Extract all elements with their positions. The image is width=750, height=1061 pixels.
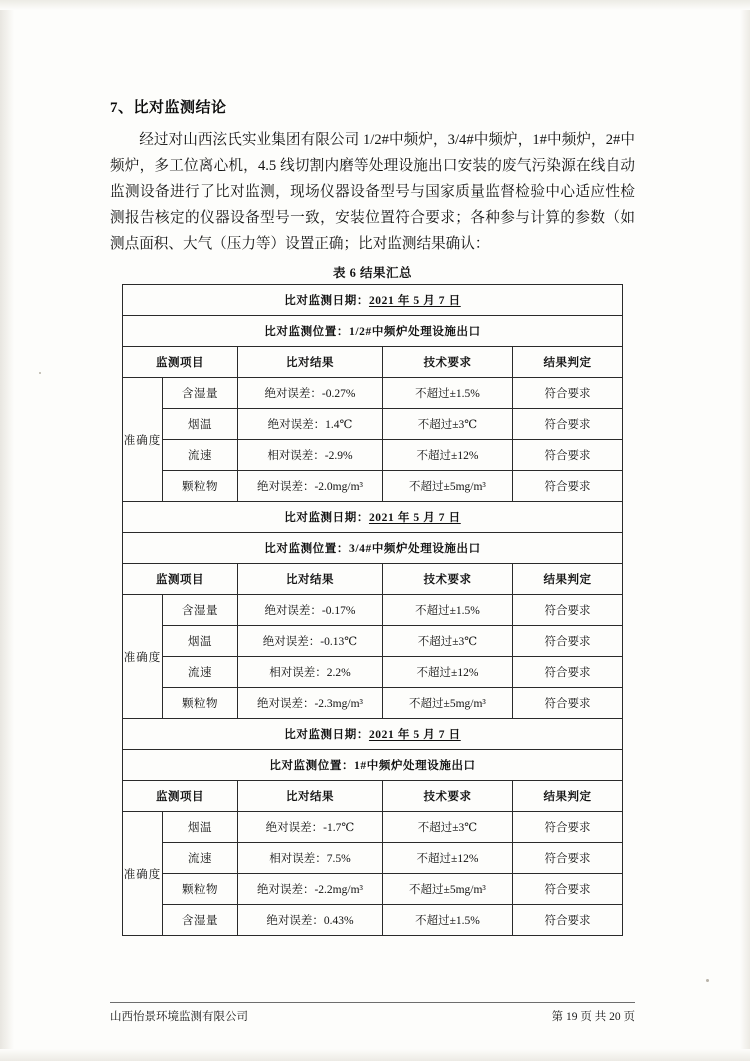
table-caption: 表 6 结果汇总 [332,266,412,280]
table-row [122,905,622,936]
table-header-row [122,347,622,378]
measure-judgement: 符合要求 [512,440,622,471]
column-header-result: 比对结果 [237,347,382,378]
table-row [122,471,622,502]
measure-result: 相对误差：-2.9% [237,440,382,471]
column-header-requirement: 技术要求 [382,347,512,378]
measure-result: 绝对误差：-0.13℃ [237,626,382,657]
column-header-item: 监测项目 [122,564,237,595]
column-header-item: 监测项目 [122,781,237,812]
scan-speck [706,979,709,982]
measure-item: 含湿量 [162,378,237,409]
table-row [122,285,622,316]
table-row [122,719,622,750]
measure-result: 相对误差：7.5% [237,843,382,874]
measure-judgement: 符合要求 [512,688,622,719]
measure-result: 绝对误差：-1.7℃ [237,812,382,843]
measure-item: 烟温 [162,626,237,657]
monitor-location-value: 1#中频炉处理设施出口 [354,760,476,772]
measure-judgement: 符合要求 [512,595,622,626]
table-row [122,440,622,471]
column-header-judgement: 结果判定 [512,564,622,595]
table-row [122,750,622,781]
measure-requirement: 不超过±12% [382,843,512,874]
monitor-date-band [122,285,622,316]
measure-item: 流速 [162,657,237,688]
measure-requirement: 不超过±12% [382,440,512,471]
column-header-requirement: 技术要求 [382,564,512,595]
monitor-location-value: 3/4#中频炉处理设施出口 [348,543,481,555]
measure-item: 颗粒物 [162,688,237,719]
monitor-date-value: 2021 年 5 月 7 日 [368,295,461,307]
scan-speck [39,372,41,374]
column-header-item: 监测项目 [122,347,237,378]
measure-requirement: 不超过±1.5% [382,905,512,936]
measure-judgement: 符合要求 [512,843,622,874]
measure-item: 烟温 [162,812,237,843]
measure-item: 流速 [162,843,237,874]
table-row [122,378,622,409]
measure-requirement: 不超过±5mg/m³ [382,471,512,502]
table-row [122,843,622,874]
monitor-location-band [122,316,622,347]
monitor-date-band [122,502,622,533]
scan-edge-bottom [0,1049,750,1061]
section-heading: 7、比对监测结论 [110,100,227,116]
monitor-location-value: 1/2#中频炉处理设施出口 [348,326,481,338]
measure-judgement: 符合要求 [512,471,622,502]
measure-requirement: 不超过±1.5% [382,595,512,626]
monitor-location-label: 比对监测位置： [264,543,349,555]
scan-edge-top [0,0,750,10]
results-summary-table [122,284,623,936]
monitor-date-band [122,719,622,750]
measure-requirement: 不超过±3℃ [382,409,512,440]
table-row [122,595,622,626]
measure-item: 含湿量 [162,595,237,626]
monitor-location-band [122,750,622,781]
measure-judgement: 符合要求 [512,874,622,905]
accuracy-group-label: 准确度 [122,812,162,936]
monitor-date-label: 比对监测日期： [284,512,369,524]
column-header-judgement: 结果判定 [512,347,622,378]
table-row [122,812,622,843]
monitor-date-value: 2021 年 5 月 7 日 [368,512,461,524]
table-row [122,409,622,440]
measure-result: 相对误差：2.2% [237,657,382,688]
accuracy-group-label: 准确度 [122,378,162,502]
measure-result: 绝对误差：0.43% [237,905,382,936]
measure-judgement: 符合要求 [512,409,622,440]
measure-result: 绝对误差：-2.2mg/m³ [237,874,382,905]
accuracy-group-label: 准确度 [122,595,162,719]
measure-judgement: 符合要求 [512,657,622,688]
measure-item: 含湿量 [162,905,237,936]
monitor-date-value: 2021 年 5 月 7 日 [368,729,461,741]
measure-judgement: 符合要求 [512,812,622,843]
measure-requirement: 不超过±5mg/m³ [382,874,512,905]
column-header-requirement: 技术要求 [382,781,512,812]
body-paragraph: 经过对山西泫氏实业集团有限公司 1/2#中频炉，3/4#中频炉，1#中频炉，2#中频炉，多工位离心机，4.5 线切割内磨等处理设施出口安装的废气污染源在线自动监测设备进行了比对监测，现场仪器设备型号与国家质量监督检验中心适应性检测报告核定的仪器设备型号一致，安装位置符合要求；各种参与计算的参数（如测点面积、大气（压力等）设置正确；比对监测结果确认： [110,132,635,252]
measure-result: 绝对误差：-0.27% [237,378,382,409]
page-footer [110,1002,635,1024]
measure-result: 绝对误差：1.4℃ [237,409,382,440]
measure-requirement: 不超过±1.5% [382,378,512,409]
table-row [122,874,622,905]
table-row [122,626,622,657]
table-row [122,533,622,564]
monitor-date-label: 比对监测日期： [284,295,369,307]
measure-requirement: 不超过±3℃ [382,626,512,657]
monitor-location-band [122,533,622,564]
measure-result: 绝对误差：-0.17% [237,595,382,626]
scan-edge-right [740,0,750,1061]
measure-result: 绝对误差：-2.0mg/m³ [237,471,382,502]
column-header-judgement: 结果判定 [512,781,622,812]
footer-page-number: 第 19 页 共 20 页 [551,1011,635,1023]
measure-requirement: 不超过±3℃ [382,812,512,843]
measure-item: 颗粒物 [162,471,237,502]
table-header-row [122,564,622,595]
monitor-location-label: 比对监测位置： [264,326,349,338]
measure-requirement: 不超过±5mg/m³ [382,688,512,719]
measure-item: 流速 [162,440,237,471]
footer-company-name: 山西怡景环境监测有限公司 [110,1011,248,1023]
table-row [122,502,622,533]
measure-judgement: 符合要求 [512,905,622,936]
measure-requirement: 不超过±12% [382,657,512,688]
monitor-location-label: 比对监测位置： [269,760,355,772]
table-header-row [122,781,622,812]
measure-result: 绝对误差：-2.3mg/m³ [237,688,382,719]
table-row [122,688,622,719]
column-header-result: 比对结果 [237,781,382,812]
table-row [122,657,622,688]
measure-item: 烟温 [162,409,237,440]
table-row [122,316,622,347]
measure-judgement: 符合要求 [512,626,622,657]
measure-judgement: 符合要求 [512,378,622,409]
column-header-result: 比对结果 [237,564,382,595]
measure-item: 颗粒物 [162,874,237,905]
monitor-date-label: 比对监测日期： [284,729,369,741]
document-content [110,96,635,936]
scan-edge-left [0,0,14,1061]
